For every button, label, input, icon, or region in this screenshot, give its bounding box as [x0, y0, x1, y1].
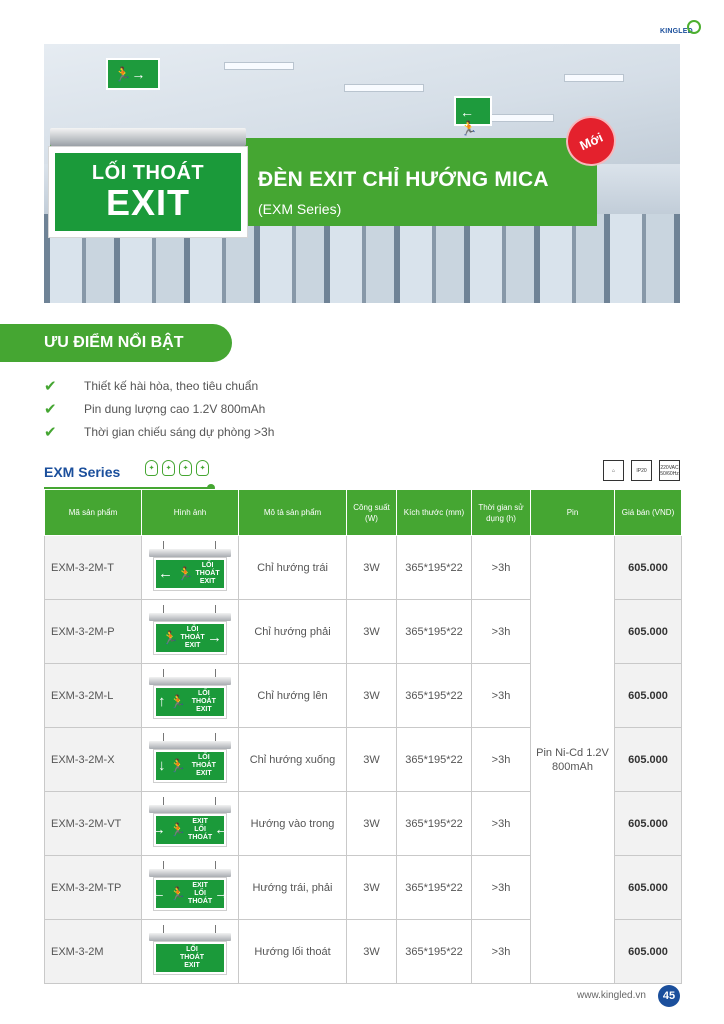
product-image [142, 920, 239, 984]
exit-sign-icon: ←🏃 [454, 96, 492, 126]
product-desc: Chỉ hướng trái [239, 536, 347, 600]
product-code: EXM-3-2M-X [45, 728, 142, 792]
bulb-icon: ✦ [162, 460, 175, 476]
exit-light-icon [149, 797, 231, 851]
product-image [142, 664, 239, 728]
header-battery: Pin [531, 490, 615, 536]
sign-text: LỐI THOÁT EXIT [191, 753, 216, 777]
indoor-icon: ⌂ [603, 460, 624, 481]
product-price: 605.000 [615, 792, 682, 856]
new-badge: Mới [560, 110, 621, 171]
logo-brand: KINGLED [660, 28, 693, 35]
exit-light-icon [149, 605, 231, 659]
bulb-icon: ✦ [179, 460, 192, 476]
header-time: Thời gian sử dụng (h) [472, 490, 531, 536]
sign-text: EXIT LỐI THOÁT [188, 817, 213, 841]
product-power: 3W [347, 920, 397, 984]
product-code: EXM-3-2M-T [45, 536, 142, 600]
product-power: 3W [347, 600, 397, 664]
product-desc: Hướng trái, phải [239, 856, 347, 920]
header-image: Hình ảnh [142, 490, 239, 536]
product-desc: Chỉ hướng phải [239, 600, 347, 664]
product-power: 3W [347, 728, 397, 792]
check-icon: ✔ [44, 400, 57, 418]
product-table [44, 489, 682, 984]
product-code: EXM-3-2M-L [45, 664, 142, 728]
product-price: 605.000 [615, 856, 682, 920]
product-desc: Hướng vào trong [239, 792, 347, 856]
product-power: 3W [347, 664, 397, 728]
product-size: 365*195*22 [397, 600, 472, 664]
table-row [45, 536, 682, 600]
product-price: 605.000 [615, 664, 682, 728]
check-icon: ✔ [44, 423, 57, 441]
header-size: Kích thước (mm) [397, 490, 472, 536]
bulb-icon: ✦ [196, 460, 209, 476]
product-time: >3h [472, 920, 531, 984]
page-number: 45 [658, 985, 680, 1007]
arrow-icon: ↓ [158, 756, 166, 774]
product-time: >3h [472, 600, 531, 664]
advantages-title: ƯU ĐIỂM NỔI BẬT [44, 334, 184, 351]
product-image [142, 600, 239, 664]
exit-light-icon [149, 733, 231, 787]
product-power: 3W [347, 792, 397, 856]
product-size: 365*195*22 [397, 920, 472, 984]
product-code: EXM-3-2M-TP [45, 856, 142, 920]
sign-rail [50, 128, 246, 146]
arrow-icon: → [214, 884, 230, 902]
running-man-icon: 🏃 [169, 693, 186, 709]
product-price: 605.000 [615, 920, 682, 984]
hero-sign-en: EXIT [105, 182, 190, 223]
page-subtitle: (EXM Series) [258, 201, 342, 217]
series-title: EXM Series [44, 464, 121, 480]
product-image [142, 856, 239, 920]
product-desc: Chỉ hướng xuống [239, 728, 347, 792]
product-price: 605.000 [615, 536, 682, 600]
sign-text: LỐI THOÁT EXIT [195, 561, 220, 585]
product-power: 3W [347, 536, 397, 600]
sign-text: EXIT LỐI THOÁT [188, 881, 213, 905]
product-size: 365*195*22 [397, 536, 472, 600]
product-time: >3h [472, 728, 531, 792]
product-image [142, 536, 239, 600]
voltage-icon: 220VAC 50/60Hz [659, 460, 680, 481]
ip20-icon: IP20 [631, 460, 652, 481]
kingled-logo [660, 20, 708, 42]
check-icon: ✔ [44, 377, 57, 395]
running-man-icon: 🏃 [177, 565, 194, 581]
running-man-icon: 🏃 [169, 821, 187, 837]
exit-light-icon [149, 541, 231, 595]
header-price: Giá bán (VND) [615, 490, 682, 536]
arrow-icon: ← [214, 820, 230, 838]
bulb-rating [145, 460, 209, 476]
exit-light-icon [149, 861, 231, 915]
product-size: 365*195*22 [397, 792, 472, 856]
running-man-icon: 🏃 [169, 885, 187, 901]
product-time: >3h [472, 856, 531, 920]
footer-url: www.kingled.vn [577, 990, 646, 1001]
sign-text: LỐI THOÁT EXIT [179, 945, 205, 969]
product-image [142, 792, 239, 856]
running-man-icon: 🏃 [162, 629, 179, 645]
advantages-list [44, 374, 274, 443]
bulb-icon: ✦ [145, 460, 158, 476]
running-man-icon: 🏃 [169, 757, 186, 773]
product-desc: Chỉ hướng lên [239, 664, 347, 728]
product-size: 365*195*22 [397, 856, 472, 920]
product-time: >3h [472, 536, 531, 600]
arrow-icon: ↑ [158, 692, 166, 710]
exit-light-icon [149, 669, 231, 723]
product-price: 605.000 [615, 600, 682, 664]
exit-sign-icon: 🏃→ [106, 58, 160, 90]
arrow-icon: ← [158, 564, 173, 582]
hero-exit-sign [48, 146, 248, 238]
arrow-icon: → [207, 628, 222, 646]
product-code: EXM-3-2M-P [45, 600, 142, 664]
product-code: EXM-3-2M-VT [45, 792, 142, 856]
hero-sign-vn: LỐI THOÁT [91, 162, 205, 184]
list-item: ✔ Thiết kế hài hòa, theo tiêu chuẩn [44, 377, 259, 395]
header-power: Công suất (W) [347, 490, 397, 536]
table-header [45, 490, 682, 536]
header-desc: Mô tả sản phẩm [239, 490, 347, 536]
exit-light-icon [149, 925, 231, 979]
sign-text: LỐI THOÁT EXIT [191, 689, 216, 713]
bulb-icon [687, 20, 701, 34]
sign-text: LỐI THOÁT EXIT [180, 625, 205, 649]
list-item: ✔ Pin dung lượng cao 1.2V 800mAh [44, 400, 266, 418]
product-price: 605.000 [615, 728, 682, 792]
arrow-icon: → [150, 820, 166, 838]
product-code: EXM-3-2M [45, 920, 142, 984]
arrow-icon: ← [150, 884, 166, 902]
product-size: 365*195*22 [397, 728, 472, 792]
product-image [142, 728, 239, 792]
header-code: Mã sản phẩm [45, 490, 142, 536]
product-size: 365*195*22 [397, 664, 472, 728]
product-time: >3h [472, 792, 531, 856]
page-title: ĐÈN EXIT CHỈ HƯỚNG MICA [258, 168, 549, 191]
product-battery: Pin Ni-Cd 1.2V 800mAh [531, 536, 615, 984]
product-power: 3W [347, 856, 397, 920]
product-desc: Hướng lối thoát [239, 920, 347, 984]
list-item: ✔ Thời gian chiếu sáng dự phòng >3h [44, 423, 275, 441]
product-time: >3h [472, 664, 531, 728]
